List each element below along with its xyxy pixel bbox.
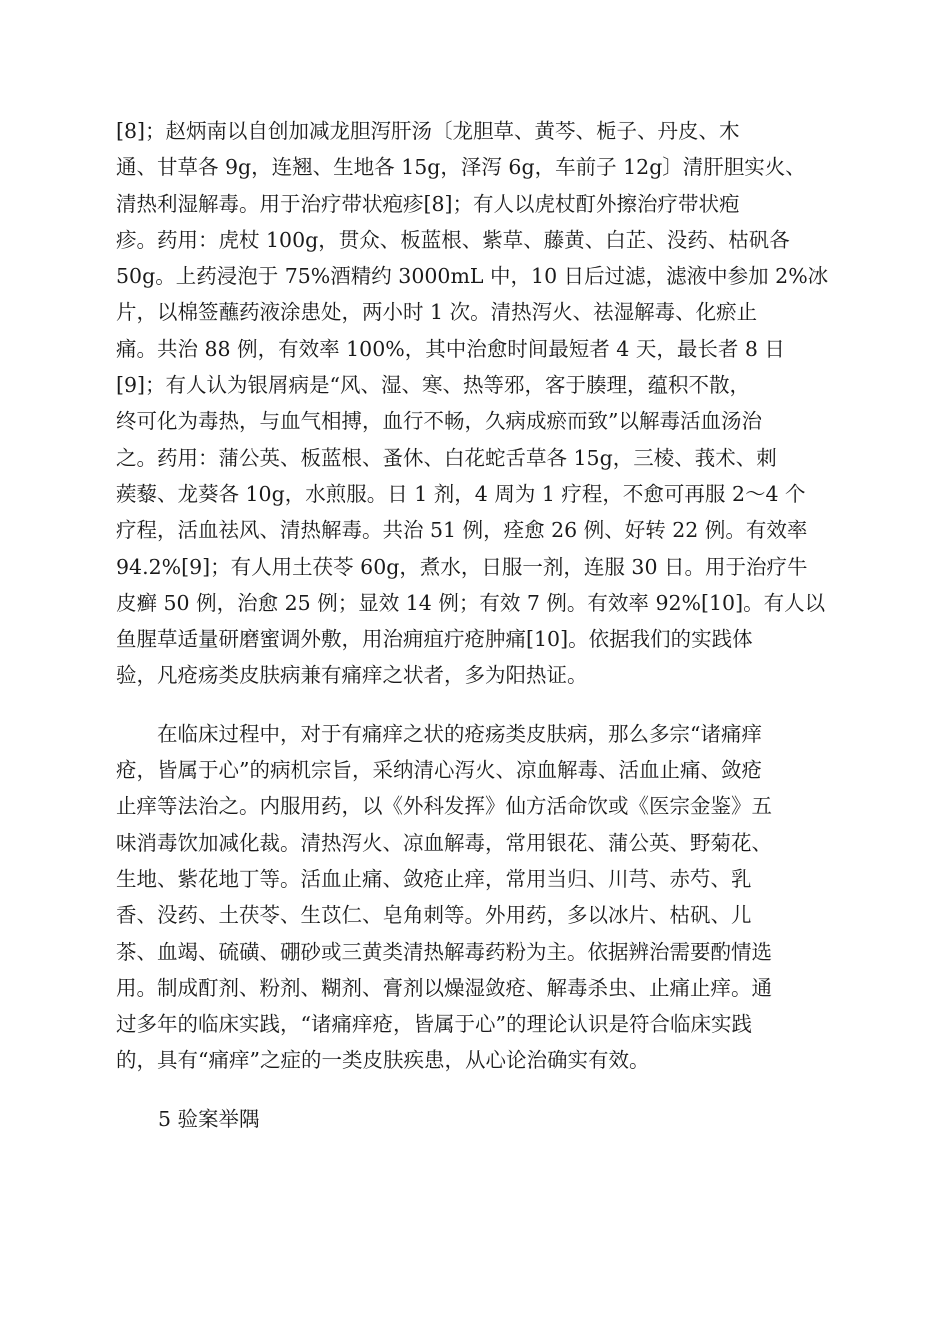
paragraph-clinical-treatment: 在临床过程中，对于有痛痒之状的疮疡类皮肤病，那么多宗“诸痛痒 疮，皆属于心”的病机宗旨，采纳清心泻火、凉血解毒、活血止痛、敛疮 止痒等法治之。内服用药，以《外科发挥》仙方活命饮或《医宗金鉴》五 味消毒饮加减化裁。清热泻火、凉血解毒，常用银花、蒲公英、野菊花、 生地、紫花地丁等。活血止痛、敛疮止痒，常用当归、川芎、赤芍、乳 香、没药、土茯苓、生苡仁、皂角刺等。外用药，多以冰片、枯矾、儿 茶、血竭、硫磺、硼砂或三黄类清热解毒药粉为主。依据辨治需要酌情选 用。制成酊剂、粉剂、糊剂、膏剂以燥湿敛疮、解毒杀虫、止痛止痒。通 过多年的临床实践，“诸痛痒疮，皆属于心”的理论认识是符合临床实践 的，具有“痛痒”之症的一类皮肤疾患，从心论治确实有效。 [116,721,772,1073]
paragraph-gap [116,694,838,716]
paragraph-gap [116,1079,838,1101]
section-heading: 5 验案举隅 [158,1106,260,1131]
paragraph-continuation: [8]；赵炳南以自创加减龙胆泻肝汤〔龙胆草、黄芩、栀子、丹皮、木 通、甘草各 9g，连翘、生地各 15g，泽泻 6g，车前子 12g〕清肝胆实火、 清热利湿解毒。用于治疗带状疱疹[8]；有人以虎杖酊外擦治疗带状疱 疹。药用：虎杖 100g，贯众、板蓝根、紫草、藤黄、白芷、没药、枯矾各 50g。上药浸泡于 75%酒精约 3000mL 中，10 日后过滤，滤液中参加 2%冰 片，以棉签蘸药液涂患处，两小时 1 次。清热泻火、祛湿解毒、化瘀止 痛。共治 88 例，有效率 100%，其中治愈时间最短者 4 天，最长者 8 日 [9]；有人认为银屑病是“风、湿、寒、热等邪，客于腠理，蕴积不散， 终可化为毒热，与血气相搏，血行不畅，久病成瘀而致”以解毒活血汤治 之。药用：蒲公英、板蓝根、蚤休、白花蛇舌草各 15g，三棱、莪术、刺 蒺藜、龙葵各 10g，水煎服。日 1 剂，4 周为 1 疗程，不愈可再服 2～4 个 疗程，活血祛风、清热解毒。共治 51 例，痊愈 26 例、好转 22 例。有效率 94.2%[9]；有人用土茯苓 60g，煮水，日服一剂，连服 30 日。用于治疗牛 皮癣 50 例，治愈 25 例；显效 14 例；有效 7 例。有效率 92%[10]。有人以 鱼腥草适量研磨蜜调外敷，用治痈疽疔疮肿痛[10]。依据我们的实践体 验，凡疮疡类皮肤病兼有痛痒之状者，多为阳热证。 [116,119,829,688]
document-body [116,113,838,1137]
